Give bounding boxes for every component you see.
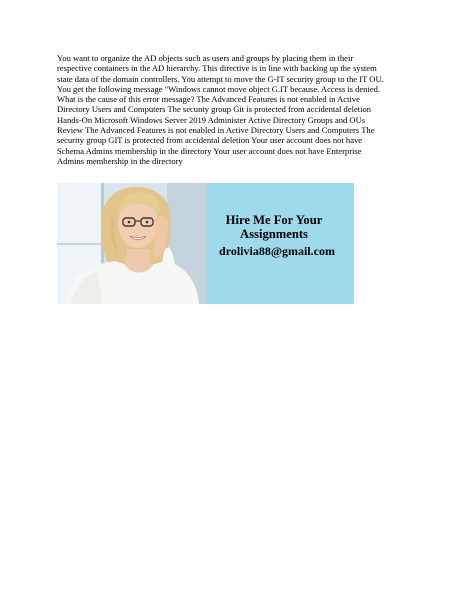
ad-text-panel [207, 183, 354, 304]
ad-headline: Hire Me For Your Assignments [225, 213, 323, 241]
woman-with-glasses-photo [57, 183, 207, 304]
ad-email-link[interactable]: drolivia88@gmail.com [219, 244, 335, 258]
ad-banner[interactable] [57, 183, 354, 304]
question-text: You want to organize the AD objects such as users and groups by placing them in their respective containers in the AD hierarchy. This directive is in line with backing up the system state data of the domain controllers. You attempt to move the G-IT security group to the IT OU. You get the following message "Windows cannot move object G.IT because. Access is denied. What is the cause of this error message? The Advanced Features is not enabled in Active Directory Users and Computers The secunty group Git is protected from accidental deletion Hands-On Microsoft Windows Server 2019 Administer Active Directory Groups and OUs Review The Advanced Features is not enabled in Active Directory Users and Computers The security group GIT is protected from accidental deletion Your user account does not have Schema Admins membership in the directory Your user account does not have Enterprise Admins membership in the directory [57, 53, 384, 166]
